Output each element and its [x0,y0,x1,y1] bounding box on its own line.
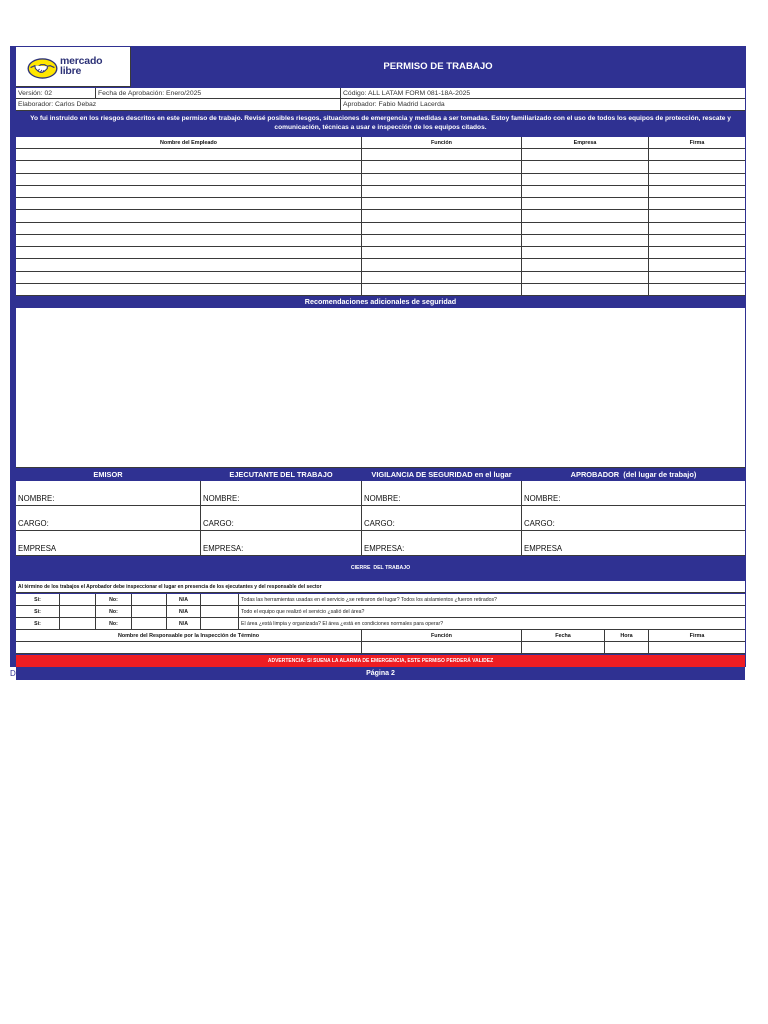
vigilancia-position-field[interactable]: CARGO: [362,506,522,531]
header-responsible-function: Función [362,630,522,642]
header-signature: Firma [649,137,745,149]
emergency-warning-text: ADVERTENCIA: SI SUENA LA ALARMA DE EMERGENCIA, ESTE PERMISO PERDERÁ VALIDEZ [16,655,745,667]
employee-company-cell[interactable] [522,284,649,296]
page-title: PERMISO DE TRABAJO [131,47,745,87]
closure-instruction-row [16,581,745,593]
employee-company-cell[interactable] [522,198,649,210]
employee-signature-cell[interactable] [649,223,745,235]
employee-signature-cell[interactable] [649,161,745,173]
employee-signature-cell[interactable] [649,186,745,198]
employee-function-cell[interactable] [362,174,522,186]
employee-company-cell[interactable] [522,272,649,284]
side-mark: D [10,669,16,678]
aprobador-name-field[interactable]: NOMBRE: [522,481,745,506]
header-employee-name: Nombre del Empleado [16,137,362,149]
employee-company-cell[interactable] [522,161,649,173]
employee-table-header [16,137,745,149]
roles-company-row [16,531,745,556]
employee-signature-cell[interactable] [649,210,745,222]
closure-check-row [16,594,745,606]
roles-header [16,468,745,481]
employee-function-cell[interactable] [362,210,522,222]
employee-row [16,161,745,173]
ejecutante-company-field[interactable]: EMPRESA: [201,531,362,556]
employee-name-cell[interactable] [16,259,362,271]
emisor-position-field[interactable]: CARGO: [16,506,201,531]
handshake-logo-icon [27,58,58,79]
form-header [16,47,745,87]
logo-word-libre: libre [60,65,82,77]
employee-company-cell[interactable] [522,174,649,186]
employee-row [16,174,745,186]
na-label: N/A [167,594,201,606]
header-function: Función [362,137,522,149]
employee-name-cell[interactable] [16,235,362,247]
check-question: Todo el equipo que realizó el servicio ¿salió del área? [239,606,745,618]
author-field: Elaborador: Carlos Debaz [16,99,341,111]
role-title-ejecutante: EJECUTANTE DEL TRABAJO [201,468,362,481]
closure-check-row [16,606,745,618]
employee-row [16,198,745,210]
employee-row [16,210,745,222]
na-box[interactable] [201,594,239,606]
responsible-row [16,642,745,654]
recommendations-band [16,296,745,308]
employee-row [16,247,745,259]
employee-signature-cell[interactable] [649,235,745,247]
version-field: Versión: 02 [16,88,96,99]
closure-check-row [16,618,745,630]
employee-signature-cell[interactable] [649,284,745,296]
employee-row [16,223,745,235]
na-label: N/A [167,618,201,630]
logo-wordmark [60,57,102,76]
yes-box[interactable] [60,594,96,606]
employee-company-cell[interactable] [522,186,649,198]
no-label: No: [96,606,132,618]
employee-name-cell[interactable] [16,210,362,222]
employee-table-body [16,149,745,296]
declaration-text: Yo fui instruido en los riesgos descritos en este permiso de trabajo. Revisé posibles riesgos, situaciones de emergencia y medidas a ser tomadas. Estoy familiarizado con el uso de todos los equipos de protección, rescate y comunicación, técnicas a usar e inspección de los equipos citados. [16,111,745,136]
approval-date-field: Fecha de Aprobación: Enero/2025 [96,88,341,99]
recommendations-title: Recomendaciones adicionales de seguridad [16,296,745,308]
roles-name-row [16,481,745,506]
ejecutante-name-field[interactable]: NOMBRE: [201,481,362,506]
aprobador-company-field[interactable]: EMPRESA [522,531,745,556]
na-label: N/A [167,606,201,618]
responsible-date-cell[interactable] [522,642,605,654]
na-box[interactable] [201,618,239,630]
document-authors-row [16,99,745,111]
employee-function-cell[interactable] [362,186,522,198]
employee-function-cell[interactable] [362,223,522,235]
employee-name-cell[interactable] [16,284,362,296]
employee-row [16,272,745,284]
closure-band [16,556,745,580]
employee-signature-cell[interactable] [649,272,745,284]
employee-signature-cell[interactable] [649,149,745,161]
recommendations-area [16,308,745,468]
employee-function-cell[interactable] [362,284,522,296]
yes-label: Si: [16,594,60,606]
employee-function-cell[interactable] [362,272,522,284]
aprobador-position-field[interactable]: CARGO: [522,506,745,531]
closure-title: CIERRE DEL TRABAJO [16,556,745,580]
role-title-vigilancia: VIGILANCIA DE SEGURIDAD en el lugar [362,468,522,481]
employee-company-cell[interactable] [522,210,649,222]
emisor-name-field[interactable]: NOMBRE: [16,481,201,506]
form-code-field: Código: ALL LATAM FORM 081-18A-2025 [341,88,745,99]
yes-box[interactable] [60,606,96,618]
no-label: No: [96,618,132,630]
no-box[interactable] [132,606,167,618]
yes-label: Si: [16,618,60,630]
employee-name-cell[interactable] [16,247,362,259]
employee-name-cell[interactable] [16,174,362,186]
employee-name-cell[interactable] [16,161,362,173]
employee-company-cell[interactable] [522,149,649,161]
page-footer [16,667,745,680]
logo-word-mercado: mercado [60,55,103,68]
employee-company-cell[interactable] [522,259,649,271]
employee-name-cell[interactable] [16,149,362,161]
employee-function-cell[interactable] [362,259,522,271]
emisor-company-field[interactable]: EMPRESA [16,531,201,556]
na-box[interactable] [201,606,239,618]
employee-function-cell[interactable] [362,198,522,210]
employee-company-cell[interactable] [522,247,649,259]
header-time: Hora [605,630,649,642]
roles-position-row [16,506,745,531]
yes-label: Si: [16,606,60,618]
no-box[interactable] [132,594,167,606]
role-title-aprobador: APROBADOR (del lugar de trabajo) [522,468,745,481]
employee-row [16,149,745,161]
approver-field: Aprobador: Fabio Madrid Lacerda [341,99,745,111]
responsible-time-cell[interactable] [605,642,649,654]
employee-row [16,259,745,271]
no-box[interactable] [132,618,167,630]
employee-name-cell[interactable] [16,272,362,284]
header-company: Empresa [522,137,649,149]
employee-row [16,186,745,198]
employee-signature-cell[interactable] [649,259,745,271]
recommendations-input[interactable] [16,308,745,468]
employee-function-cell[interactable] [362,149,522,161]
check-question: El área ¿está limpia y organizada? El área ¿está en condiciones normales para operar? [239,618,745,630]
header-date: Fecha [522,630,605,642]
employee-function-cell[interactable] [362,235,522,247]
responsible-table-header [16,630,745,642]
employee-row [16,284,745,296]
employee-row [16,235,745,247]
no-label: No: [96,594,132,606]
page-number: Página 2 [16,667,745,680]
employee-signature-cell[interactable] [649,174,745,186]
yes-box[interactable] [60,618,96,630]
employee-name-cell[interactable] [16,186,362,198]
vigilancia-company-field[interactable]: EMPRESA: [362,531,522,556]
header-responsible-signature: Firma [649,630,745,642]
ejecutante-position-field[interactable]: CARGO: [201,506,362,531]
closure-instruction: Al término de los trabajos el Aprobador debe inspeccionar el lugar en presencia de los ejecutantes y del responsable del sector [16,581,745,593]
check-question: Todas las herramientas usadas en el servicio ¿se retiraron del lugar? Todos los aislamientos ¿fueron retirados? [239,594,745,606]
responsible-signature-cell[interactable] [649,642,745,654]
responsible-name-cell[interactable] [16,642,362,654]
employee-function-cell[interactable] [362,247,522,259]
employee-company-cell[interactable] [522,235,649,247]
employee-name-cell[interactable] [16,198,362,210]
employee-signature-cell[interactable] [649,198,745,210]
employee-function-cell[interactable] [362,161,522,173]
company-logo [16,47,131,87]
employee-signature-cell[interactable] [649,247,745,259]
header-responsible-name: Nombre del Responsable por la Inspección de Término [16,630,362,642]
responsible-function-cell[interactable] [362,642,522,654]
emergency-warning-band [16,655,745,667]
document-info-row [16,88,745,99]
employee-name-cell[interactable] [16,223,362,235]
declaration-band [16,111,745,136]
employee-company-cell[interactable] [522,223,649,235]
role-title-emisor: EMISOR [16,468,201,481]
vigilancia-name-field[interactable]: NOMBRE: [362,481,522,506]
